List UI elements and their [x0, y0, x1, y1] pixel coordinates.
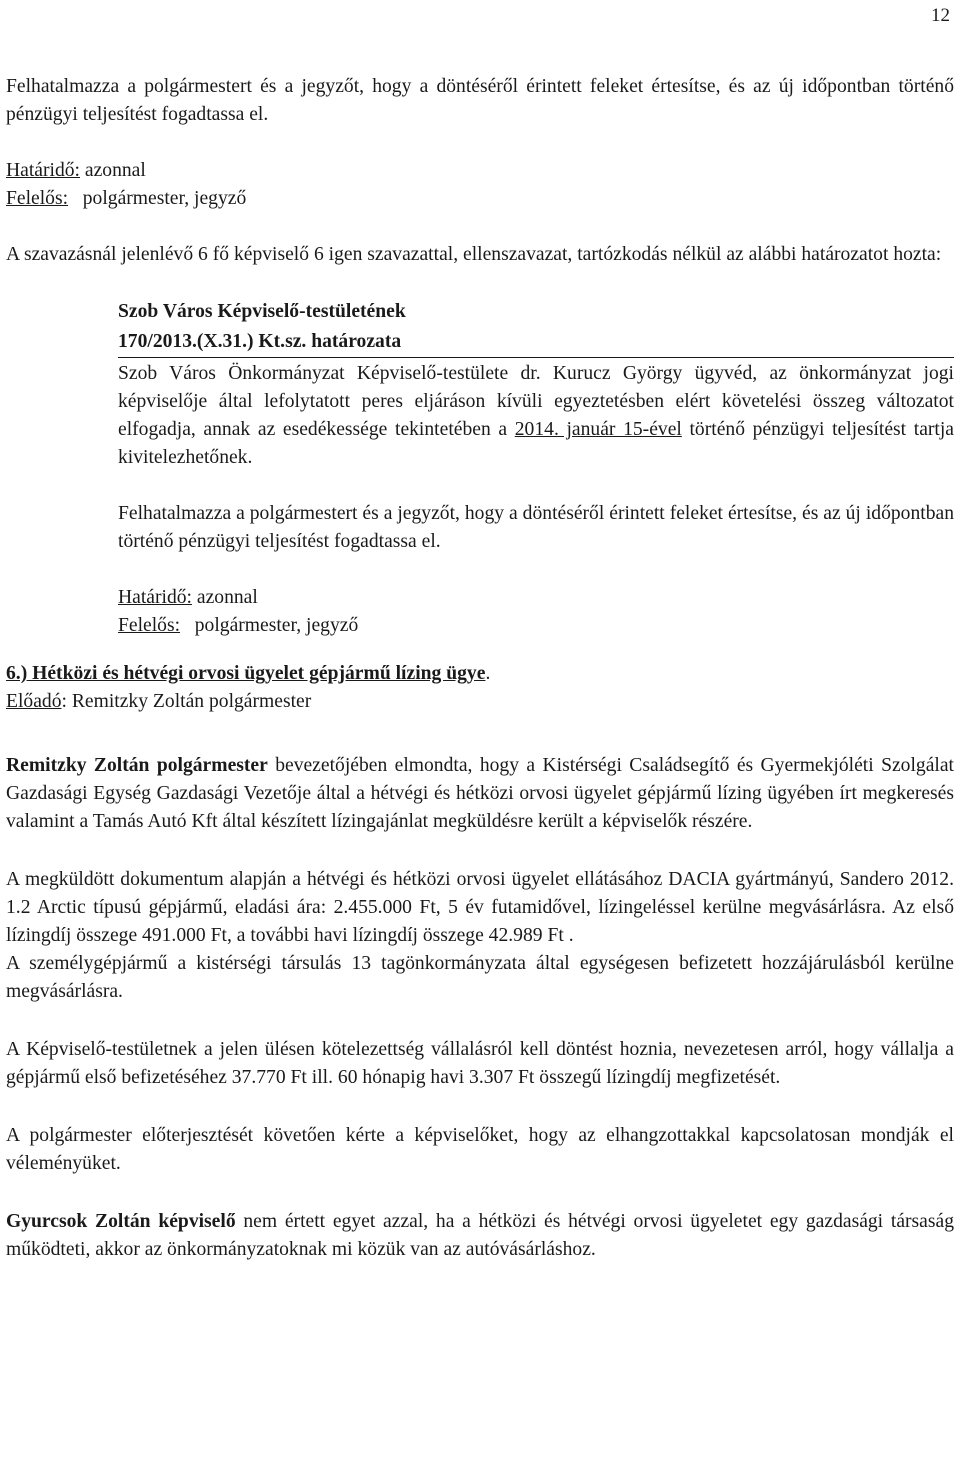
discussion-paragraph-5: A polgármester előterjesztését követően kérte a képviselőket, hogy az elhangzottakkal kapcsolatosan mondják el véleményüket.: [6, 1125, 954, 1174]
resolution-deadline-label: Határidő:: [118, 587, 192, 608]
discussion-paragraph-6: [6, 1208, 954, 1264]
document-body: [6, 73, 954, 1264]
resolution-authorization: Felhatalmazza a polgármestert és a jegyzőt, hogy a döntéséről érintett feleket értesítse, és az új időpontban történő pénzügyi teljesítést fogadtassa el.: [118, 503, 954, 552]
presenter-label: Előadó: [6, 691, 62, 712]
resolution-responsible-value: polgármester, jegyző: [194, 615, 359, 636]
deadline-line: [6, 157, 954, 185]
resolution-title: [118, 297, 954, 358]
discussion-text-1: bevezetőjében elmondta, hogy a Kistérségi Családsegítő és Gyermekjóléti Szolgálat Gazdasági Egység Gazdasági Vezetője által a hétvégi és hétközi orvosi ügyelet gépjármű lízing ügyében írt megkeresés valamint a Tamás Autó Kft által készített lízingajánlat megküldésre került a képviselők részére.: [6, 755, 954, 832]
discussion-paragraph-1: [6, 752, 954, 836]
resolution-body-part2: történő pénzügyi teljesítést tartja kivitelezhetőnek.: [118, 419, 955, 468]
resolution-responsible-label: Felelős:: [118, 615, 181, 636]
resolution-deadline-line: [118, 584, 954, 612]
agenda-item-title-suffix: .: [485, 663, 491, 684]
vote-paragraph: A szavazásnál jelenlévő 6 fő képviselő 6 igen szavazattal, ellenszavazat, tartózkodás nélkül az alábbi határozatot hozta:: [6, 244, 942, 265]
resolution-block: [118, 297, 954, 640]
resolution-deadline-value: azonnal: [192, 587, 258, 608]
speaker-name-2: Gyurcsok Zoltán képviselő: [6, 1211, 236, 1232]
resolution-body-part1: Szob Város Önkormányzat Képviselő-testülete dr. Kurucz György ügyvéd, az önkormányzat jogi képviselője által lefolytatott peres eljáráson kívüli egyeztetésben elért követelési összeg változatot elfogadja, annak az esedékessége tekintetében a: [118, 363, 954, 440]
resolution-responsible-line: [118, 612, 954, 640]
resolution-body: [118, 360, 954, 472]
resolution-title-line1: Szob Város Képviselő-testületének: [118, 301, 406, 322]
responsible-value: polgármester, jegyző: [82, 188, 247, 209]
page-number: 12: [931, 5, 950, 26]
discussion-paragraph-3: A személygépjármű a kistérségi társulás 13 tagönkormányzata által egységesen befizetett hozzájárulásból kerülne megvásárlásra.: [6, 953, 954, 1002]
discussion-text-6: nem értett egyet azzal, ha a hétközi és hétvégi orvosi ügyeletet egy gazdasági társaság működteti, akkor az önkormányzatoknak mi közük van az autóvásárláshoz.: [6, 1211, 954, 1260]
responsible-label: Felelős:: [6, 188, 69, 209]
presenter-line: [6, 688, 954, 716]
speaker-name-1: Remitzky Zoltán polgármester: [6, 755, 268, 776]
resolution-date: 2014. január 15-ével: [514, 419, 682, 440]
deadline-label: Határidő:: [6, 160, 80, 181]
discussion-paragraph-2: A megküldött dokumentum alapján a hétvégi és hétközi orvosi ügyelet ellátásához DACIA gyártmányú, Sandero 2012. 1.2 Arctic típusú gépjármű, eladási ára: 2.455.000 Ft, 5 év futamidővel, lízingeléssel kerülne megvásárlásra. Az első lízingdíj összege 491.000 Ft, a további havi lízingdíj összege 42.989 Ft .: [6, 869, 954, 946]
responsible-line: [6, 185, 954, 213]
discussion-paragraph-4: A Képviselő-testületnek a jelen ülésen kötelezettség vállalásról kell döntést hoznia, nevezetesen arról, hogy vállalja a gépjármű első befizetéséhez 37.770 Ft ill. 60 hónapig havi 3.307 Ft összegű lízingdíj megfizetését.: [6, 1039, 954, 1088]
agenda-item-title: 6.) Hétközi és hétvégi orvosi ügyelet gépjármű lízing ügye: [6, 663, 486, 684]
presenter-value: : Remitzky Zoltán polgármester: [61, 691, 312, 712]
deadline-value: azonnal: [80, 160, 146, 181]
resolution-title-line2: 170/2013.(X.31.) Kt.sz. határozata: [118, 327, 954, 358]
agenda-item-heading: [6, 660, 954, 688]
intro-paragraph: Felhatalmazza a polgármestert és a jegyzőt, hogy a döntéséről érintett feleket értesítse, és az új időpontban történő pénzügyi teljesítést fogadtassa el.: [6, 76, 954, 125]
